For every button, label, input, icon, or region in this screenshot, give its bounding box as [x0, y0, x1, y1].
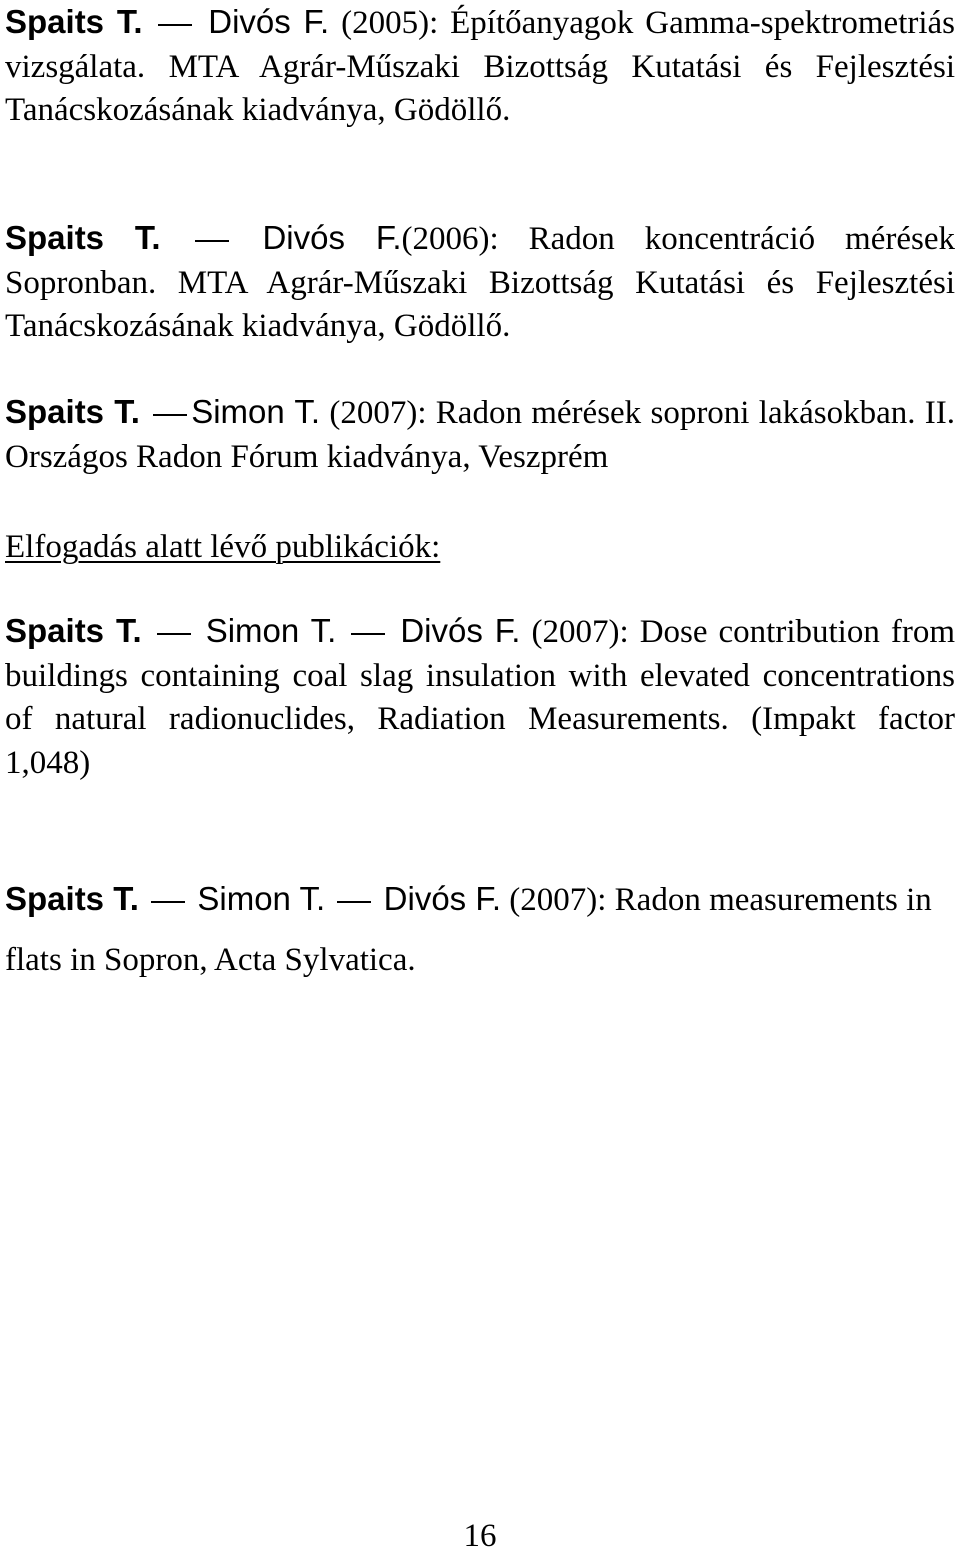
- pending-item-1: [5, 609, 955, 785]
- reference-2-coauthor: Divós F.: [262, 219, 402, 256]
- pending-publications-heading: Elfogadás alatt lévő publikációk:: [5, 529, 441, 565]
- reference-1-lead-author: Spaits T.: [5, 3, 143, 40]
- reference-item-1: [5, 0, 955, 133]
- reference-3-lead-author: Spaits T.: [5, 393, 140, 430]
- pending-1-coauthor-3: Divós F.: [400, 612, 521, 649]
- dash-separator: [158, 24, 192, 26]
- dash-separator: [153, 414, 187, 416]
- pending-2-coauthor-3: Divós F.: [383, 880, 502, 917]
- dash-separator: [151, 901, 185, 903]
- pending-item-2: [5, 869, 955, 990]
- reference-item-3: [5, 390, 955, 479]
- reference-2-lead-author: Spaits T.: [5, 219, 161, 256]
- reference-item-2: [5, 216, 955, 349]
- pending-1-citation: (2007): Dose contribution from buildings containing coal slag insulation with elevated concentrations of natural radionuclides, Radiation Measurements. (Impakt factor 1,048): [5, 614, 956, 781]
- pending-2-citation: (2007): Radon measurements in flats in Sopron, Acta Sylvatica.: [5, 882, 932, 978]
- reference-1-coauthor: Divós F.: [208, 3, 330, 40]
- pending-2-lead-author: Spaits T.: [5, 880, 139, 917]
- pending-1-coauthor-2: Simon T.: [205, 612, 337, 649]
- reference-3-coauthor: Simon T.: [191, 393, 321, 430]
- page-number: 16: [463, 1518, 497, 1554]
- dash-separator: [195, 240, 229, 242]
- dash-separator: [351, 633, 385, 635]
- dash-separator: [337, 901, 371, 903]
- pending-1-lead-author: Spaits T.: [5, 612, 142, 649]
- dash-separator: [157, 633, 191, 635]
- reference-2-citation: (2006): Radon koncentráció mérések Sopronban. MTA Agrár-Műszaki Bizottság Kutatási és Fejlesztési Tanácskozásának kiadványa, Gödöllő.: [5, 221, 956, 344]
- reference-3-citation: (2007): Radon mérések soproni lakásokban. II. Országos Radon Fórum kiadványa, Veszprém: [5, 395, 955, 475]
- reference-1-citation: (2005): Építőanyagok Gamma-spektrometriás vizsgálata. MTA Agrár-Műszaki Bizottság Kutatási és Fejlesztési Tanácskozásának kiadványa, Gödöllő.: [5, 5, 956, 128]
- pending-2-coauthor-2: Simon T.: [197, 880, 326, 917]
